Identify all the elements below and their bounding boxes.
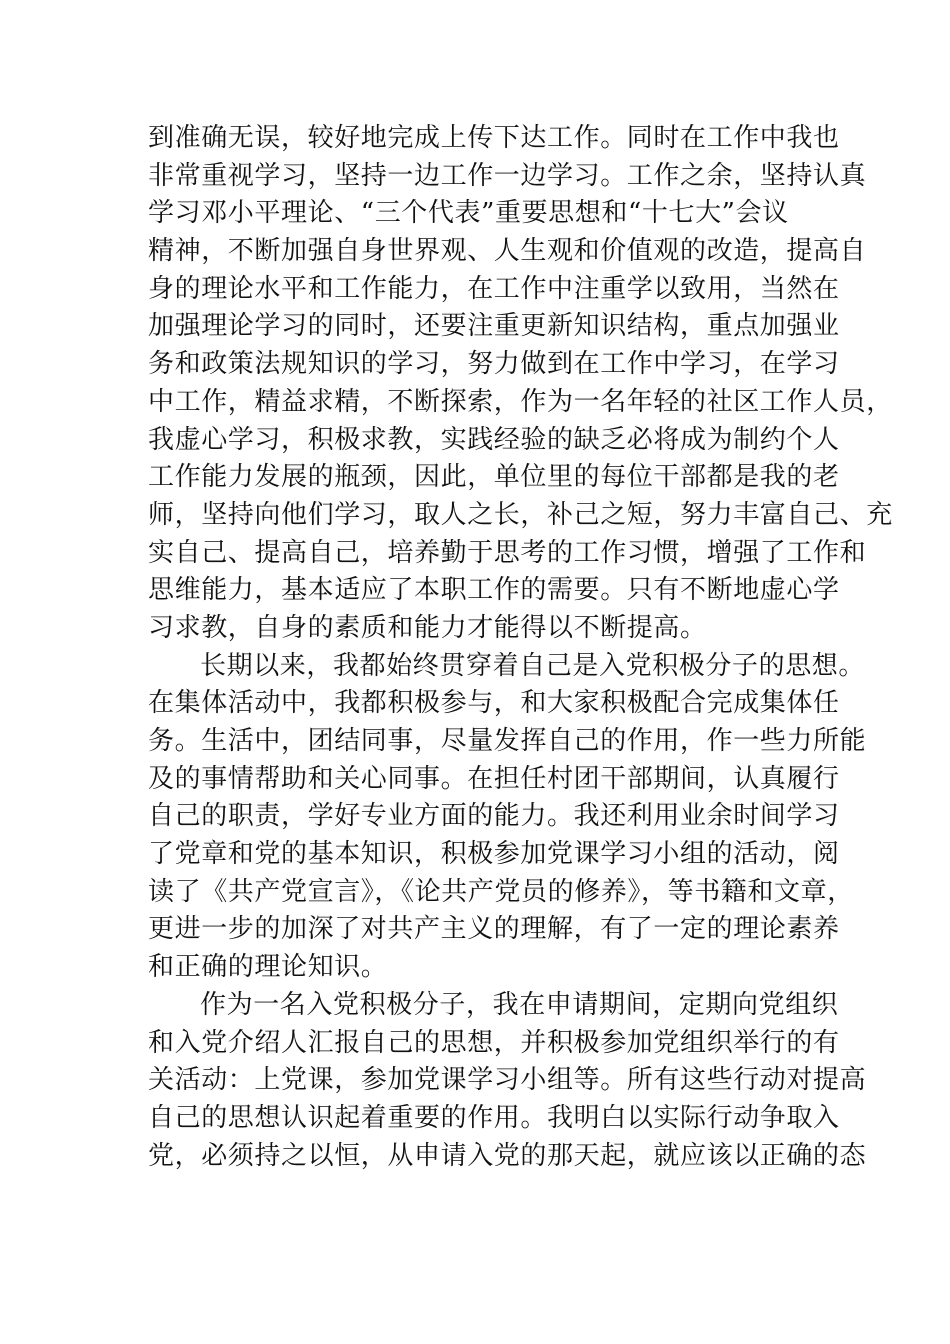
text-line: 更进一步的加深了对共产主义的理解，有了一定的理论素养	[148, 914, 840, 945]
text-line: 务。生活中，团结同事，尽量发挥自己的作用，作一些力所能	[148, 726, 867, 756]
text-line: 非常重视学习，坚持一边工作一边学习。工作之余，坚持认真	[148, 160, 867, 191]
text-line: 了党章和党的基本知识，积极参加党课学习小组的活动，阅	[148, 839, 840, 870]
text-line: 实自己、提高自己，培养勤于思考的工作习惯，增强了工作和	[148, 537, 867, 568]
paragraph-first-line: 作为一名入党积极分子，我在申请期间，定期向党组织	[200, 989, 839, 1020]
text-line: 加强理论学习的同时，还要注重更新知识结构，重点加强业	[148, 311, 840, 342]
text-line: 身的理论水平和工作能力，在工作中注重学以致用，当然在	[148, 273, 840, 304]
text-line: 精神，不断加强自身世界观、人生观和价值观的改造，提高自	[148, 236, 867, 267]
text-line: 在集体活动中，我都积极参与，和大家积极配合完成集体任	[148, 688, 840, 719]
text-line: 务和政策法规知识的学习，努力做到在工作中学习，在学习	[148, 349, 840, 380]
text-line: 关活动：上党课，参加党课学习小组等。所有这些行动对提高	[148, 1065, 867, 1096]
text-line: 思维能力，基本适应了本职工作的需要。只有不断地虚心学	[148, 575, 840, 606]
text-line: 中工作，精益求精，不断探索，作为一名年轻的社区工作人员，	[148, 386, 893, 417]
text-line: 我虚心学习，积极求教，实践经验的缺乏必将成为制约个人	[148, 424, 840, 455]
text-line: 和入党介绍人汇报自己的思想，并积极参加党组织举行的有	[148, 1027, 840, 1058]
paragraph-first-line: 长期以来，我都始终贯穿着自己是入党积极分子的思想。	[200, 650, 866, 681]
text-line: 学习邓小平理论、“三个代表”重要思想和“十七大”会议	[148, 198, 789, 229]
text-line: 到准确无误，较好地完成上传下达工作。同时在工作中我也	[148, 123, 840, 153]
body-text	[148, 120, 893, 1175]
text-line: 读了《共产党宣言》，《论共产党员的修养》，等书籍和文章，	[148, 876, 854, 907]
text-line: 自己的思想认识起着重要的作用。我明白以实际行动争取入	[148, 1102, 840, 1133]
text-line: 师，坚持向他们学习，取人之长，补己之短，努力丰富自己、充	[148, 499, 893, 530]
text-line: 及的事情帮助和关心同事。在担任村团干部期间，认真履行	[148, 763, 840, 794]
text-line: 工作能力发展的瓶颈，因此，单位里的每位干部都是我的老	[148, 462, 840, 493]
text-line: 党，必须持之以恒，从申请入党的那天起，就应该以正确的态	[148, 1140, 867, 1171]
text-line: 自己的职责，学好专业方面的能力。我还利用业余时间学习	[148, 801, 840, 832]
text-line: 和正确的理论知识。	[148, 952, 388, 983]
text-line: 习求教，自身的素质和能力才能得以不断提高。	[148, 612, 707, 643]
